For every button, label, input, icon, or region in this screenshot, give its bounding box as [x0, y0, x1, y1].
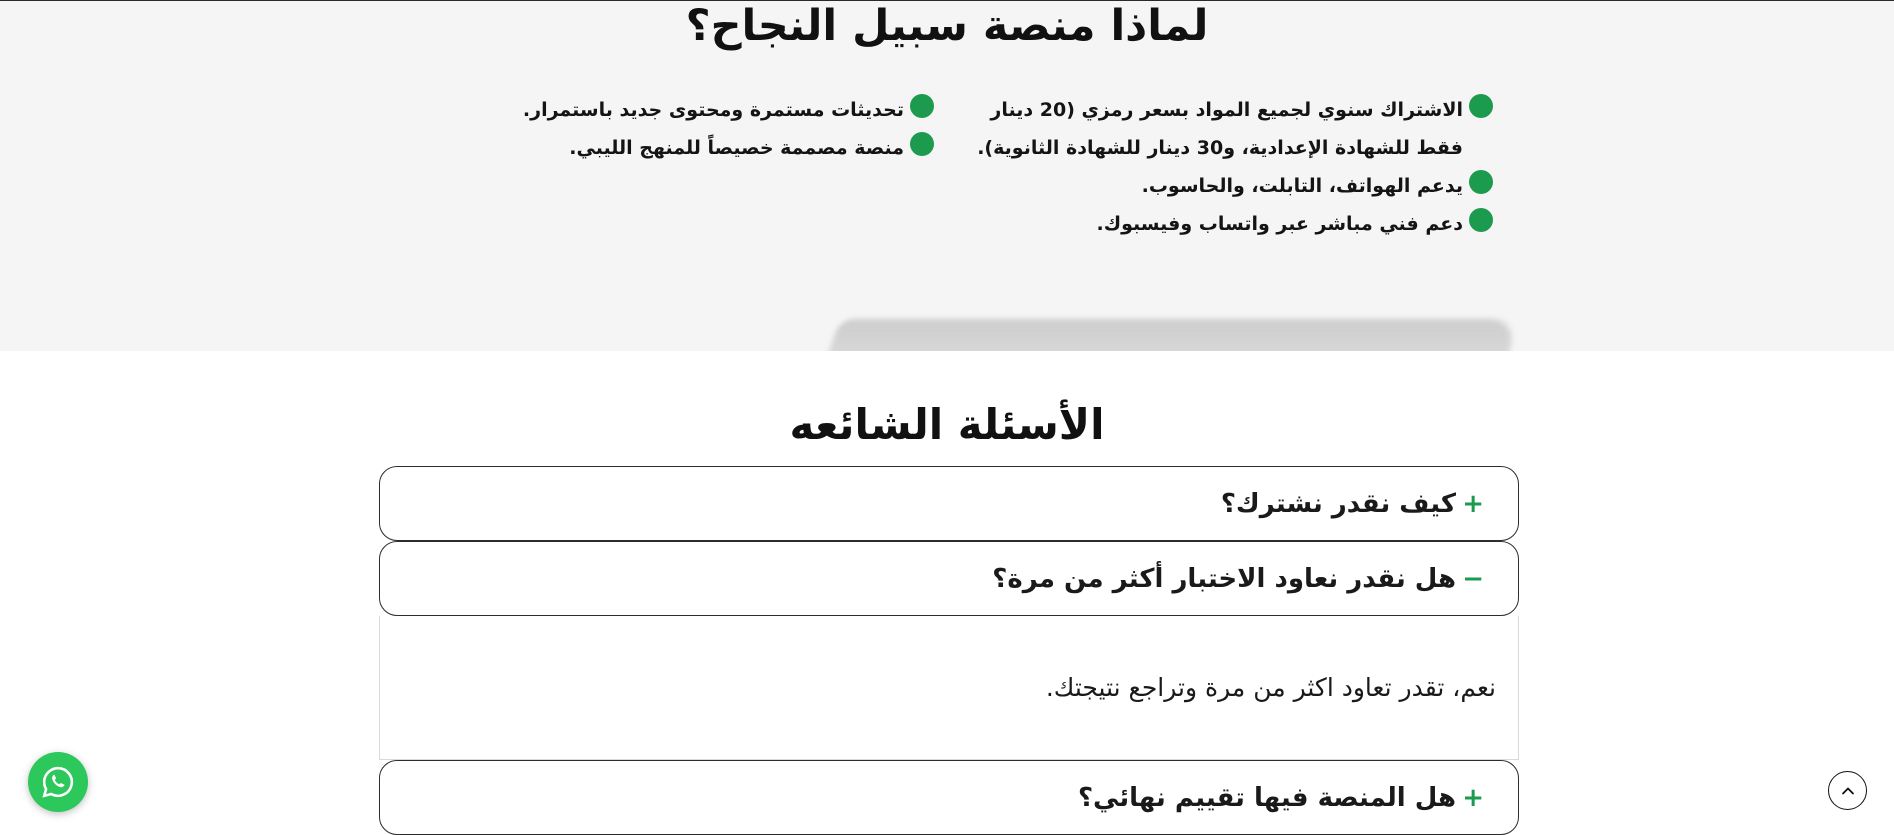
features-column-right [973, 91, 1493, 243]
features-column-left [494, 91, 934, 167]
green-dot-icon [1469, 170, 1493, 194]
feature-item [494, 91, 934, 129]
feature-item [973, 167, 1493, 205]
faq-answer-retake: نعم، تقدر تعاود اكثر من مرة وتراجع نتيجتك. [379, 616, 1519, 760]
faq-question-subscribe[interactable] [379, 466, 1519, 541]
minus-icon: − [1462, 563, 1484, 594]
faq-title: الأسئلة الشائعه [789, 400, 1105, 449]
plus-icon: + [1462, 488, 1484, 519]
decorative-shadow [820, 319, 1519, 351]
green-dot-icon [910, 132, 934, 156]
feature-text: دعم فني مباشر عبر واتساب وفيسبوك. [1096, 213, 1463, 235]
whatsapp-icon [41, 765, 75, 799]
plus-icon: + [1462, 782, 1484, 813]
faq-question-retake[interactable] [379, 541, 1519, 616]
why-section-title: لماذا منصة سبيل النجاح؟ [685, 1, 1209, 51]
feature-item [973, 91, 1493, 167]
why-section [0, 0, 1894, 351]
green-dot-icon [910, 94, 934, 118]
green-dot-icon [1469, 208, 1493, 232]
feature-item [973, 205, 1493, 243]
faq-question-text: هل المنصة فيها تقييم نهائي؟ [1077, 782, 1456, 813]
chevron-up-icon [1840, 783, 1856, 799]
faq-question-text: هل نقدر نعاود الاختبار أكثر من مرة؟ [992, 563, 1456, 594]
feature-item [494, 129, 934, 167]
feature-text: تحديثات مستمرة ومحتوى جديد باستمرار. [522, 99, 904, 121]
feature-text: يدعم الهواتف، التابلت، والحاسوب. [1141, 175, 1463, 197]
whatsapp-button[interactable] [28, 752, 88, 812]
feature-text: الاشتراك سنوي لجميع المواد بسعر رمزي (20 دينار فقط للشهادة الإعدادية، و30 دينار للشهادة الثانوية). [977, 99, 1463, 159]
feature-text: منصة مصممة خصيصاً للمنهج الليبي. [569, 137, 904, 159]
scroll-to-top-button[interactable] [1828, 771, 1867, 810]
green-dot-icon [1469, 94, 1493, 118]
faq-question-final-evaluation[interactable] [379, 760, 1519, 835]
faq-question-text: كيف نقدر نشترك؟ [1220, 488, 1456, 519]
